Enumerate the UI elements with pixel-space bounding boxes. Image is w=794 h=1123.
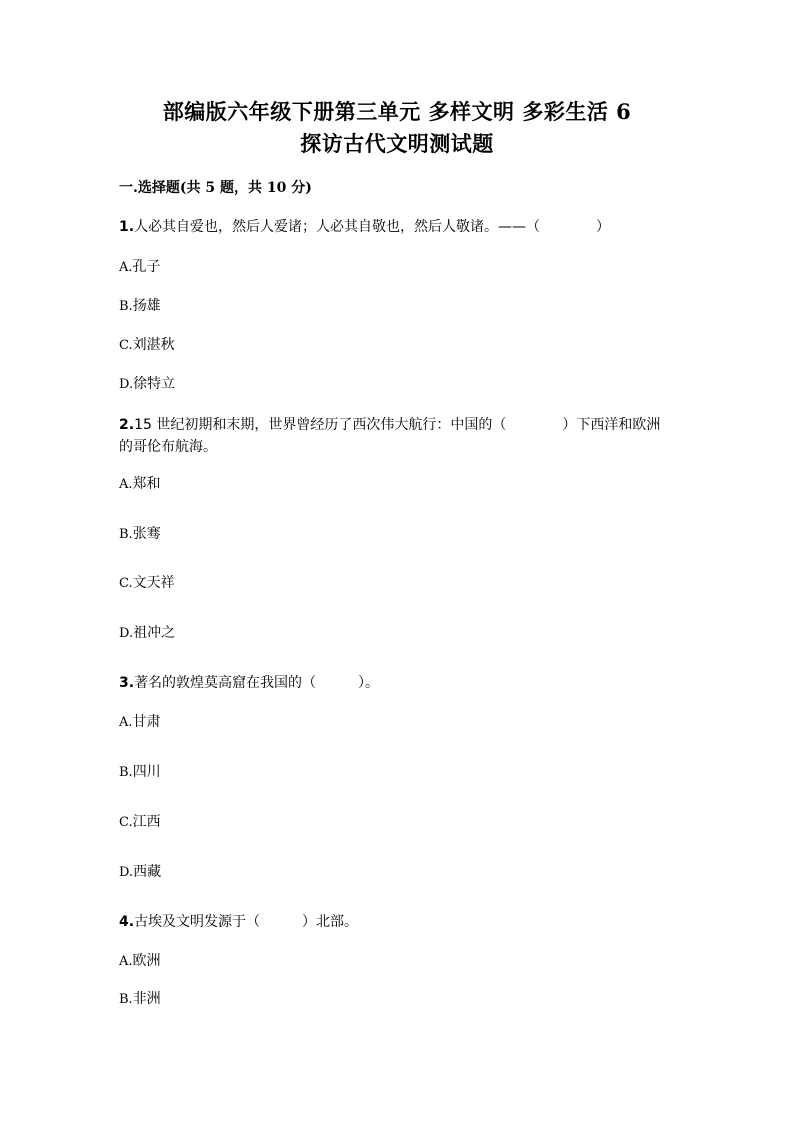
option-letter: A. [119,715,133,730]
option-text: 西藏 [133,864,162,880]
question-text: 著名的敦煌莫高窟在我国的（ ）。 [134,675,380,691]
option-letter: B. [119,527,133,542]
option-1b[interactable] [119,296,161,317]
option-text: 甘肃 [132,714,161,730]
option-3a[interactable] [119,712,161,733]
option-3c[interactable] [119,812,161,833]
question-number: 2. [119,417,135,433]
question-text: 人必其自爱也，然后人爱诸；人必其自敬也，然后人敬诸。——（ ） [134,219,611,235]
option-text: 徐特立 [133,376,176,392]
option-letter: D. [119,865,134,880]
option-letter: B. [119,992,133,1007]
question-text: 15 世纪初期和末期，世界曾经历了西次伟大航行：中国的（ ）下西洋和欧洲的哥伦布航海。 [119,417,661,455]
option-text: 孔子 [132,259,161,275]
question-text: 古埃及文明发源于（ ）北部。 [134,914,359,930]
option-3d[interactable] [119,862,161,883]
option-1a[interactable] [119,257,161,278]
option-4a[interactable] [119,951,161,972]
option-2c[interactable] [119,573,175,594]
option-text: 郑和 [132,476,161,492]
page-title-line-2: 探访古代文明测试题 [300,131,494,156]
question-number: 4. [119,914,135,930]
section-heading: 一.选择题(共 5 题，共 10 分) [119,180,312,196]
option-text: 非洲 [132,991,161,1007]
question-number: 3. [119,675,135,691]
option-letter: A. [119,260,133,275]
option-letter: C. [119,576,133,591]
option-text: 欧洲 [132,953,161,969]
question-number: 1. [119,219,135,235]
option-1d[interactable] [119,374,175,395]
option-text: 祖冲之 [133,625,176,641]
option-text: 江西 [132,814,161,830]
question-3 [119,672,664,694]
option-1c[interactable] [119,335,175,356]
option-letter: A. [119,954,133,969]
question-2 [119,414,664,458]
option-2b[interactable] [119,524,161,545]
option-letter: A. [119,477,133,492]
option-letter: D. [119,377,134,392]
option-3b[interactable] [119,762,161,783]
question-4 [119,911,664,933]
option-text: 文天祥 [132,575,175,591]
option-letter: C. [119,815,133,830]
option-text: 刘湛秋 [132,337,175,353]
page-title-line-1: 部编版六年级下册第三单元 多样文明 多彩生活 6 [162,99,632,124]
option-2a[interactable] [119,474,161,495]
option-letter: C. [119,338,133,353]
option-letter: B. [119,765,133,780]
option-text: 四川 [132,764,161,780]
option-text: 张骞 [132,526,161,542]
option-letter: B. [119,299,133,314]
option-2d[interactable] [119,623,175,644]
question-1 [119,216,664,238]
option-letter: D. [119,626,134,641]
option-text: 扬雄 [132,298,161,314]
option-4b[interactable] [119,989,161,1010]
